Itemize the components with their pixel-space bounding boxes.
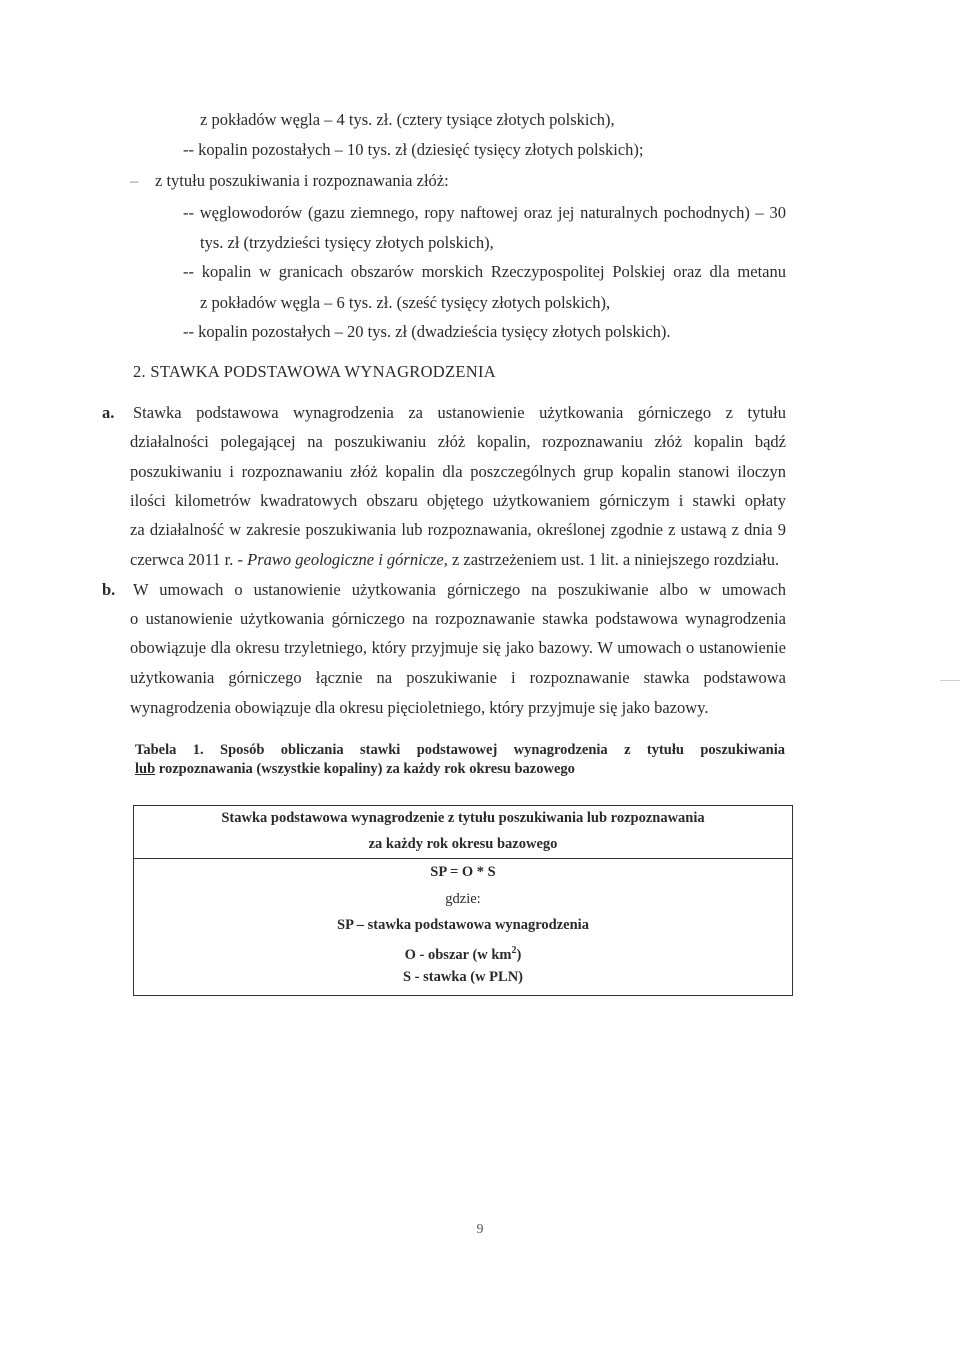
paragraph-line: poszukiwaniu i rozpoznawaniu złóż kopalin dla poszczególnych grup kopalin stanowi iloczyn bbox=[130, 462, 786, 481]
formula: SP = O * S bbox=[430, 864, 496, 880]
list-line: z tytułu poszukiwania i rozpoznawania złóż: bbox=[155, 171, 449, 190]
formula-table bbox=[133, 805, 793, 996]
paragraph-line: o ustanowienie użytkowania górniczego na rozpoznawanie stawka podstawowa wynagrodzenia bbox=[130, 609, 786, 628]
list-line: -- kopalin pozostałych – 20 tys. zł (dwadzieścia tysięcy złotych polskich). bbox=[183, 322, 671, 341]
formula-where: gdzie: bbox=[445, 891, 481, 907]
text-run: z zastrzeżeniem ust. 1 lit. a niniejszego rozdziału. bbox=[447, 550, 780, 569]
text-run: czerwca 2011 r. - bbox=[130, 550, 248, 569]
table-caption bbox=[135, 760, 575, 779]
list-line: z pokładów węgla – 4 tys. zł. (cztery tysiące złotych polskich), bbox=[200, 110, 615, 129]
list-line: tys. zł (trzydzieści tysięcy złotych polskich), bbox=[200, 233, 494, 252]
table-header-line: Stawka podstawowa wynagrodzenie z tytułu poszukiwania lub rozpoznawania bbox=[221, 810, 705, 826]
paragraph-marker: b. bbox=[102, 580, 116, 599]
definition-o bbox=[134, 942, 792, 964]
text-run: O - obszar (w km bbox=[404, 946, 512, 963]
paragraph-line: za działalność w zakresie poszukiwania lub rozpoznawania, określonej zgodnie z ustawą z dnia 9 bbox=[130, 520, 786, 539]
paragraph-line: działalności polegającej na poszukiwaniu złóż kopalin, rozpoznawaniu złóż kopalin bądź bbox=[130, 432, 786, 451]
paragraph-line: wynagrodzenia obowiązuje dla okresu pięcioletniego, który przyjmuje się jako bazowy. bbox=[130, 698, 709, 717]
superscript: 2 bbox=[511, 945, 517, 956]
paragraph-marker: a. bbox=[102, 403, 115, 422]
table-caption: Tabela 1. Sposób obliczania stawki podstawowej wynagrodzenia z tytułu poszukiwania bbox=[135, 742, 785, 758]
paragraph-line bbox=[130, 550, 779, 570]
scan-edge-mark bbox=[940, 680, 960, 681]
paragraph-line: Stawka podstawowa wynagrodzenia za ustanowienie użytkowania górniczego z tytułu bbox=[133, 403, 786, 422]
page-number: 9 bbox=[476, 1222, 484, 1237]
list-dash: – bbox=[130, 171, 139, 190]
act-title: Prawo geologiczne i górnicze, bbox=[247, 550, 448, 569]
list-line: -- węglowodorów (gazu ziemnego, ropy naftowej oraz jej naturalnych pochodnych) – 30 bbox=[183, 203, 786, 222]
list-line: -- kopalin pozostałych – 10 tys. zł (dziesięć tysięcy złotych polskich); bbox=[183, 140, 644, 159]
caption-text: rozpoznawania (wszystkie kopaliny) za każdy rok okresu bazowego bbox=[155, 761, 575, 777]
text-run: ) bbox=[516, 946, 522, 963]
paragraph-line: W umowach o ustanowienie użytkowania górniczego na poszukiwanie albo w umowach bbox=[133, 580, 786, 599]
table-header-line: za każdy rok okresu bazowego bbox=[368, 836, 558, 852]
definition-s: S - stawka (w PLN) bbox=[402, 969, 524, 985]
definition-sp: SP – stawka podstawowa wynagrodzenia bbox=[337, 917, 589, 933]
list-line: z pokładów węgla – 6 tys. zł. (sześć tysięcy złotych polskich), bbox=[200, 293, 611, 312]
section-heading: 2. STAWKA PODSTAWOWA WYNAGRODZENIA bbox=[133, 362, 497, 381]
paragraph-line: użytkowania górniczego łącznie na poszukiwanie i rozpoznawanie stawka podstawowa bbox=[130, 668, 786, 687]
caption-underlined-word: lub bbox=[135, 761, 156, 777]
list-line: -- kopalin w granicach obszarów morskich Rzeczypospolitej Polskiej oraz dla metanu bbox=[183, 262, 786, 281]
table-header bbox=[134, 806, 792, 859]
paragraph-line: obowiązuje dla okresu trzyletniego, który przyjmuje się jako bazowy. W umowach o ustanowienie bbox=[130, 638, 786, 657]
paragraph-line: ilości kilometrów kwadratowych obszaru objętego użytkowaniem górniczym i stawki opłaty bbox=[130, 491, 786, 510]
